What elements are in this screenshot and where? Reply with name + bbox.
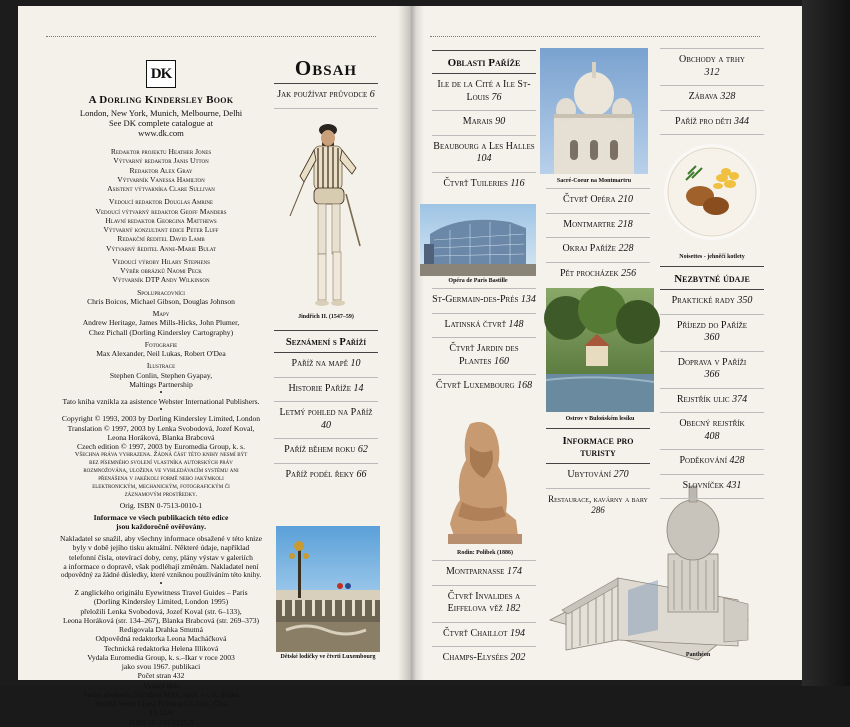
info-note: Informace ve všech publikacích této edice bbox=[93, 512, 229, 522]
contents-entry bbox=[432, 375, 536, 399]
bullet-divider: • bbox=[159, 579, 163, 588]
entry-page: 360 bbox=[704, 332, 720, 343]
credit-line: Redaktor Alex Gray bbox=[129, 165, 193, 175]
credit-line: Vedoucí výroby Hilary Stephens bbox=[112, 256, 210, 266]
noisettes-photo bbox=[664, 144, 760, 240]
disclaimer-line: byly v době jejího tisku aktuální. Některé údaje, například bbox=[72, 543, 250, 553]
publisher-title: A Dorling Kindersley Book bbox=[88, 94, 234, 106]
entry-page: 174 bbox=[506, 566, 522, 577]
rights-line: rozmnožována, uložena ve vyhledávacím systému ani bbox=[83, 467, 239, 475]
credit-line: Hlavní redaktor Georgina Matthews bbox=[105, 215, 217, 225]
entry-label: Slovníček bbox=[682, 479, 724, 491]
entry-page: 374 bbox=[732, 393, 748, 405]
entry-page: 366 bbox=[704, 369, 720, 380]
entry-page: 160 bbox=[493, 355, 509, 367]
cities-line: See DK complete catalogue at bbox=[108, 118, 214, 129]
rodin-caption-text: Rodin: Polibek (1886) bbox=[456, 550, 513, 556]
entry-page: 202 bbox=[510, 652, 526, 663]
credit-line: Vedoucí výtvarný redaktor Geoff Manders bbox=[95, 206, 227, 216]
entry-label: Ubytování bbox=[567, 469, 612, 480]
photo-line: Max Alexander, Neil Lukas, Robert O'Dea bbox=[96, 349, 226, 359]
imprint-line: TS 11/6 bbox=[149, 708, 173, 718]
intro-heading: Seznámení s Paříží bbox=[274, 330, 378, 353]
rights-line: přenášena v jakékoli formě nebo jakýmkoli bbox=[98, 475, 224, 483]
credit-line: Redaktor projektu Heather Jones bbox=[110, 147, 212, 157]
areas-column-2 bbox=[546, 188, 650, 286]
contents-entry bbox=[660, 48, 764, 86]
contents-entry bbox=[660, 86, 764, 111]
entry-label: Jak používat průvodce bbox=[277, 89, 368, 100]
entry-label: Beaubourg a Les Halles bbox=[433, 140, 535, 152]
entry-label: Okraj Paříže bbox=[562, 243, 616, 254]
food-caption: Noisettes - jehněčí kotlety bbox=[679, 254, 745, 260]
credit-line: Výtvarný konzultant edice Peter Luff bbox=[103, 225, 219, 235]
entry-label: Paříž během roku bbox=[284, 444, 356, 455]
webster-line: Tato kniha vznikla za asistence Webster International Publishers. bbox=[62, 397, 260, 407]
imprint-line: Počet stran 432 bbox=[137, 671, 185, 681]
credits-list bbox=[56, 147, 266, 727]
entry-label: Příjezd do Paříže bbox=[676, 319, 748, 331]
disclaimer-line: odpovědný za žádné důsledky, které vzniknou používáním této knihy. bbox=[60, 571, 262, 580]
sacre-coeur-caption: Sacré-Coeur na Montmartru bbox=[556, 178, 632, 184]
credit-line: Výtvarník Vanessa Hamilton bbox=[117, 174, 205, 184]
contents-entry bbox=[274, 464, 378, 488]
publisher-cities bbox=[56, 109, 266, 139]
imprint-line: Vytiskl South China Printing Co. Ltd., Čína bbox=[94, 699, 228, 708]
entry-page: 134 bbox=[520, 294, 536, 305]
luxembourg-boats-photo bbox=[276, 526, 380, 652]
disclaimer-line: telefonní čísla, otevírací doby, ceny, plány výstav v galeriích bbox=[69, 552, 253, 562]
contents-entry bbox=[660, 413, 764, 450]
entry-page: 76 bbox=[491, 91, 502, 103]
entry-label: Montmartre bbox=[563, 218, 616, 230]
top-rule bbox=[46, 36, 376, 37]
copyright-line: Leona Horáková, Blanka Brabcová bbox=[107, 432, 215, 442]
entry-label: Čtvrť Chaillot bbox=[443, 627, 508, 639]
contents-entry bbox=[432, 288, 536, 314]
imprint-line: Vydala Euromedia Group, k. s.–Ikar v roce 2003 bbox=[87, 652, 235, 662]
contents-entry bbox=[432, 586, 536, 623]
credit-line: Vedoucí redaktor Douglas Amrine bbox=[108, 197, 214, 207]
contents-entry bbox=[660, 290, 764, 315]
boats-caption: Dětské lodičky ve čtvrti Luxembourg bbox=[280, 654, 376, 660]
contents-entry bbox=[432, 173, 536, 197]
entry-label: Paříž pro děti bbox=[675, 115, 732, 127]
entry-label: Praktické rady bbox=[671, 295, 735, 306]
entry-page: 350 bbox=[737, 295, 753, 306]
contents-entry bbox=[660, 315, 764, 352]
pantheon-caption: Panthéon bbox=[685, 652, 711, 658]
imprint-line: Z anglického originálu Eyewitness Travel Guides – Paris bbox=[74, 588, 248, 597]
contents-entry bbox=[546, 263, 650, 287]
tourist-heading: Informace pro turisty bbox=[546, 428, 650, 464]
rights-line: elektronickým, mechanickým, fotografickým či bbox=[92, 483, 230, 491]
imprint-line: Redigovala Drahka Smutná bbox=[119, 625, 203, 634]
contributors-line: Chris Boicos, Michael Gibson, Douglas Johnson bbox=[87, 296, 235, 306]
contents-entry bbox=[660, 111, 764, 136]
entry-label: Letmý pohled na Paříž bbox=[279, 407, 373, 418]
entry-page: 312 bbox=[704, 66, 720, 78]
imprint-line: Technická redaktorka Helena Illiková bbox=[103, 643, 219, 653]
contents-entry bbox=[274, 439, 378, 464]
entry-page: 182 bbox=[505, 603, 521, 614]
credit-line: Výtvarný redaktor Janis Utton bbox=[113, 156, 209, 166]
entry-page: 10 bbox=[350, 358, 361, 369]
contents-entry bbox=[432, 136, 536, 173]
cities-line: London, New York, Munich, Melbourne, Delhi bbox=[79, 108, 243, 119]
entry-label: Historie Paříže bbox=[288, 382, 352, 394]
contents-entry bbox=[660, 450, 764, 475]
credit-line: Výtvarný ředitel Anne-Marie Bulat bbox=[106, 243, 216, 253]
henri-ii-illustration bbox=[278, 116, 374, 312]
needed-heading: Nezbytné údaje bbox=[660, 266, 764, 290]
maps-line: Chez Pichall (Dorling Kindersley Cartography) bbox=[88, 327, 234, 337]
copyright-line: Translation © 1997, 2003 by Lenka Svobodová, Jozef Koval, bbox=[67, 423, 255, 433]
contents-title: Obsah bbox=[274, 50, 378, 84]
photo-heading: Fotografie bbox=[144, 339, 178, 349]
contents-entry bbox=[432, 111, 536, 136]
contents-entry bbox=[546, 188, 650, 214]
entry-label: Obchody a trhy bbox=[679, 54, 745, 65]
entry-label: Pět procházek bbox=[559, 267, 619, 279]
rodin-kiss-photo bbox=[440, 416, 528, 546]
rights-line: bez písemného svolení vlastníka autorských práv bbox=[89, 459, 233, 467]
entry-label: Paříž podél řeky bbox=[285, 468, 354, 480]
contents-entry bbox=[660, 389, 764, 414]
contents-entry bbox=[546, 214, 650, 239]
entry-page: 66 bbox=[356, 468, 367, 480]
henri-caption: Jindřich II. (1547–59) bbox=[298, 314, 354, 320]
contents-entry bbox=[432, 338, 536, 375]
island-caption: Ostrov v Bulońském lesíku bbox=[565, 416, 635, 422]
page-edge bbox=[802, 0, 850, 686]
contributors-heading: Spolupracovníci bbox=[137, 287, 185, 297]
entry-label: Zábava bbox=[688, 91, 718, 102]
entry-page: 344 bbox=[733, 115, 749, 127]
opera-bastille-photo bbox=[420, 204, 536, 276]
rights-line: Všechna práva vyhrazena. Žádná část této knihy nesmí být bbox=[74, 451, 248, 459]
credit-line: Redakční ředitel David Lamb bbox=[117, 234, 205, 244]
credit-line: Výběr obrázků Naomi Peck bbox=[120, 266, 202, 276]
entry-page: 194 bbox=[509, 627, 525, 639]
illustration-line: Stephen Conlin, Stephen Gyapay, bbox=[109, 370, 213, 380]
entry-page: 6 bbox=[369, 89, 375, 100]
intro-section bbox=[274, 330, 378, 487]
entry-label: Restaurace, kavárny a bary bbox=[548, 493, 648, 504]
disclaimer-line: a informace o dopravě, však podléhají změnám. Nakladatel není bbox=[63, 561, 259, 571]
entry-page: 286 bbox=[591, 504, 605, 515]
maps-heading: Mapy bbox=[152, 309, 170, 319]
entry-label: Doprava v Paříži bbox=[677, 356, 747, 368]
bullet-divider: • bbox=[159, 405, 163, 415]
maps-line: Andrew Heritage, James Mills-Hicks, John Plumer, bbox=[82, 318, 240, 328]
entry-page: 116 bbox=[510, 177, 525, 189]
contents-entry bbox=[546, 238, 650, 263]
entry-page: 62 bbox=[357, 444, 368, 455]
rodin-caption bbox=[430, 550, 540, 556]
entry-label: Čtvrť Tuileries bbox=[443, 177, 508, 189]
opera-caption: Opéra de Paris Bastille bbox=[448, 278, 508, 284]
areas-heading: Oblasti Paříže bbox=[432, 50, 536, 74]
imprint-line: jako svou 1967. publikaci bbox=[121, 662, 201, 671]
entry-page: 270 bbox=[613, 469, 629, 480]
entry-label: Latinská čtvrť bbox=[444, 318, 506, 330]
entry-page: 218 bbox=[617, 218, 633, 230]
entry-label: St-Germain-des-Prés bbox=[432, 294, 519, 305]
entry-label: Čtvrť Jardin des Plantes bbox=[449, 343, 519, 367]
contents-column bbox=[274, 50, 378, 109]
entry-page: 428 bbox=[729, 455, 745, 466]
contents-entry bbox=[660, 475, 764, 500]
logo-text: DK bbox=[150, 66, 172, 82]
copyright-line: Czech edition © 1997, 2003 by Euromedia Group, k. s. bbox=[77, 442, 245, 452]
entry-page: 40 bbox=[321, 419, 331, 431]
contents-entry bbox=[432, 314, 536, 339]
imprint-line: Vydání třetí bbox=[143, 680, 179, 690]
top-rule bbox=[430, 36, 760, 37]
entry-page: 210 bbox=[618, 194, 634, 205]
book-gutter bbox=[398, 6, 424, 680]
copyright-line: Copyright © 1993, 2003 by Dorling Kindersley Limited, London bbox=[61, 414, 261, 424]
contents-entry bbox=[432, 647, 536, 671]
contents-entry bbox=[274, 378, 378, 403]
colophon bbox=[56, 60, 266, 727]
imprint-line: přeložili Lenka Svobodová, Jozef Koval (str. 6–133), bbox=[80, 606, 242, 616]
pantheon-illustration bbox=[548, 470, 766, 670]
needed-section bbox=[660, 266, 764, 499]
contents-entry bbox=[274, 84, 378, 109]
imprint-line: Odpovědná redaktorka Leona Macháčková bbox=[95, 634, 227, 644]
original-isbn: Orig. ISBN 0-7513-0010-1 bbox=[119, 501, 203, 511]
dk-logo bbox=[146, 60, 176, 88]
contents-entry bbox=[432, 560, 536, 586]
entry-page: 228 bbox=[618, 243, 634, 254]
entry-label: Čtvrť Invalides a Eiffelova věž bbox=[447, 590, 521, 614]
entry-page: 256 bbox=[621, 267, 637, 279]
bois-de-boulogne-photo bbox=[546, 288, 654, 412]
imprint-line: (Dorling Kindersley Limited, London 1995) bbox=[93, 597, 229, 607]
entry-label: Rejstřík ulic bbox=[676, 393, 730, 405]
entry-label: Champs-Elysées bbox=[442, 652, 508, 663]
illustration-heading: Ilustrace bbox=[146, 361, 176, 371]
illustration-line: Maltings Partnership bbox=[129, 379, 193, 389]
areas-column-3 bbox=[660, 48, 764, 135]
contents-entry bbox=[432, 623, 536, 648]
areas-column-1 bbox=[432, 50, 536, 196]
info-note: jsou každoročně ověřovány. bbox=[116, 521, 206, 531]
entry-page: 408 bbox=[704, 430, 720, 442]
entry-label: Poděkování bbox=[679, 455, 728, 466]
entry-label: Ile de la Cité a Ile St-Louis bbox=[437, 79, 531, 103]
entry-label: Čtvrť Opéra bbox=[562, 194, 616, 205]
isbn-line: ISBN 80-249-0115-3 bbox=[128, 717, 194, 727]
entry-page: 104 bbox=[476, 153, 492, 164]
contents-entry bbox=[660, 352, 764, 389]
entry-label: Paříž na mapě bbox=[291, 358, 348, 369]
entry-label: Marais bbox=[462, 116, 493, 127]
credit-line: Výtvarník DTP Andy Wilkinson bbox=[112, 275, 210, 285]
entry-page: 328 bbox=[720, 91, 736, 102]
disclaimer-line: Nakladatel se snažil, aby všechny informace obsažené v této knize bbox=[60, 534, 262, 544]
sacre-coeur-photo bbox=[540, 48, 648, 174]
contents-entry bbox=[274, 402, 378, 439]
bullet-divider: • bbox=[159, 388, 163, 398]
entry-page: 148 bbox=[508, 318, 524, 330]
entry-label: Montparnasse bbox=[446, 566, 505, 577]
entry-label: Čtvrť Luxembourg bbox=[435, 380, 515, 391]
entry-label: Obecný rejstřík bbox=[679, 418, 745, 429]
entry-page: 431 bbox=[726, 479, 742, 491]
website-line: www.dk.com bbox=[138, 128, 184, 139]
imprint-line: Leona Horáková (str. 134–267), Blanka Brabcová (str. 269–373) bbox=[62, 615, 260, 625]
contents-entry bbox=[274, 353, 378, 378]
entry-page: 14 bbox=[353, 382, 364, 394]
areas-column-1-mid bbox=[432, 288, 536, 399]
contents-entry bbox=[432, 74, 536, 111]
credit-line: Asistent výtvarníka Clare Sullivan bbox=[107, 184, 215, 194]
entry-page: 168 bbox=[517, 380, 533, 391]
entry-page: 90 bbox=[495, 116, 506, 127]
areas-column-1-bottom bbox=[432, 560, 536, 671]
imprint-line: Sazbu zhotovilo Sdružení MAC, spol. s r. o., Praha bbox=[83, 689, 239, 699]
rights-line: záznamovým prostředky. bbox=[124, 491, 198, 499]
